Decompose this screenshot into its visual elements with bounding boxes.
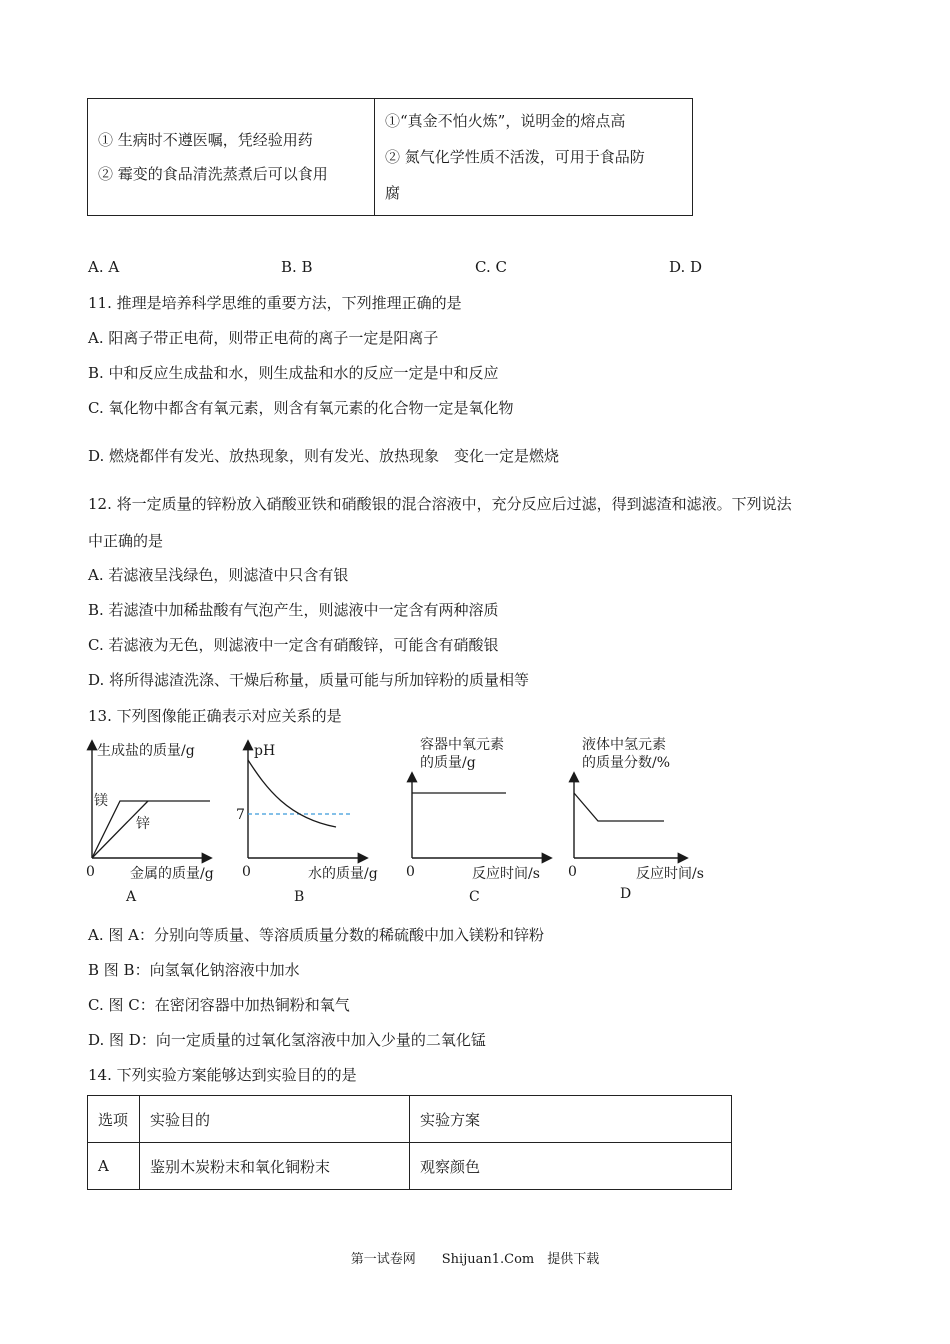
q14-table-header — [88, 1096, 732, 1143]
graph-c-origin: 0 — [406, 864, 415, 880]
graph-b-caption: B — [294, 889, 305, 905]
graph-a-caption: A — [126, 889, 137, 905]
graph-c-caption: C — [469, 889, 480, 905]
q14-table-row — [88, 1143, 732, 1190]
graph-c-ylabel-line-2: 的质量/g — [420, 755, 476, 771]
graph-d-line — [574, 793, 664, 821]
q10-option-c: C. C — [475, 258, 507, 276]
graph-d-ylabel-line-2: 的质量分数/% — [582, 755, 671, 771]
q10-option-a: A. A — [88, 258, 120, 276]
page-footer: 第一试卷网 Shijuan1.Com 提供下载 — [350, 1252, 600, 1267]
q11-stem: 11. 推理是培养科学思维的重要方法，下列推理正确的是 — [88, 294, 462, 312]
q14-row-a-option: A — [88, 1143, 140, 1190]
graph-c-ylabel-line-1: 容器中氧元素 — [420, 737, 504, 753]
graph-d — [562, 732, 722, 902]
q12-option-b: B. 若滤渣中加稀盐酸有气泡产生，则滤液中一定含有两种溶质 — [88, 601, 499, 619]
q10-option-b: B. B — [281, 258, 313, 276]
q13-option-a: A. 图 A：分别向等质量、等溶质质量分数的稀硫酸中加入镁粉和锌粉 — [88, 926, 544, 944]
graph-d-ylabel-line-1: 液体中氢元素 — [582, 737, 666, 753]
q10-left-item-1: ① 生病时不遵医嘱，凭经验用药 — [98, 131, 313, 149]
graph-a-series-zn: 锌 — [136, 816, 150, 832]
q12-option-a: A. 若滤液呈浅绿色，则滤渣中只含有银 — [88, 566, 349, 584]
graph-b-curve — [248, 760, 336, 827]
q10-left-item-2: ② 霉变的食品清洗蒸煮后可以食用 — [98, 165, 328, 183]
q10-table-cell-left — [88, 99, 375, 215]
q10-table-cell-right — [375, 99, 692, 215]
graph-b-origin: 0 — [242, 864, 251, 880]
graph-b-xlabel: 水的质量/g — [308, 866, 378, 882]
q11-option-c: C. 氧化物中都含有氧元素，则含有氧元素的化合物一定是氧化物 — [88, 399, 514, 417]
q14-header-purpose: 实验目的 — [140, 1096, 410, 1143]
q13-option-c: C. 图 C：在密闭容器中加热铜粉和氧气 — [88, 996, 350, 1014]
q12-option-d: D. 将所得滤渣洗涤、干燥后称量，质量可能与所加锌粉的质量相等 — [88, 671, 530, 689]
graph-d-origin: 0 — [568, 864, 577, 880]
graph-b-ylabel: pH — [254, 743, 276, 759]
q10-option-d: D. D — [669, 258, 703, 276]
graph-a-origin: 0 — [86, 864, 95, 880]
q11-option-a: A. 阳离子带正电荷，则带正电荷的离子一定是阳离子 — [88, 329, 439, 347]
q11-option-b: B. 中和反应生成盐和水，则生成盐和水的反应一定是中和反应 — [88, 364, 499, 382]
q10-right-item-2: ② 氮气化学性质不活泼，可用于食品防 — [385, 148, 645, 166]
graph-a — [80, 738, 240, 908]
q14-header-plan: 实验方案 — [410, 1096, 732, 1143]
q12-stem-line-1: 12. 将一定质量的锌粉放入硝酸亚铁和硝酸银的混合溶液中，充分反应后过滤，得到滤渣和滤液。下列说法 — [88, 495, 792, 513]
q12-stem-line-2: 中正确的是 — [88, 532, 164, 550]
graph-c-xlabel: 反应时间/s — [472, 866, 540, 882]
q14-row-a-purpose: 鉴别木炭粉末和氧化铜粉末 — [140, 1143, 410, 1190]
q13-option-b: B 图 B：向氢氧化钠溶液中加水 — [88, 961, 300, 979]
graph-a-ylabel: 生成盐的质量/g — [97, 743, 195, 759]
q14-header-option: 选项 — [88, 1096, 140, 1143]
graph-b — [236, 738, 396, 908]
graph-a-mg-line — [92, 801, 210, 858]
q13-option-d: D. 图 D：向一定质量的过氧化氢溶液中加入少量的二氧化锰 — [88, 1031, 486, 1049]
graph-c — [400, 732, 560, 905]
q12-option-c: C. 若滤液为无色，则滤液中一定含有硝酸锌，可能含有硝酸银 — [88, 636, 499, 654]
graph-a-xlabel: 金属的质量/g — [130, 866, 214, 882]
q14-stem: 14. 下列实验方案能够达到实验目的的是 — [88, 1066, 357, 1084]
q13-stem: 13. 下列图像能正确表示对应关系的是 — [88, 707, 342, 725]
graph-d-xlabel: 反应时间/s — [636, 866, 704, 882]
q10-right-item-1: ①“真金不怕火炼”，说明金的熔点高 — [385, 112, 626, 130]
q11-option-d: D. 燃烧都伴有发光、放热现象，则有发光、放热现象 变化一定是燃烧 — [88, 447, 560, 465]
q10-table — [87, 98, 693, 216]
graph-b-tick-7: 7 — [236, 807, 245, 823]
q14-row-a-plan: 观察颜色 — [410, 1143, 732, 1190]
graph-d-caption: D — [620, 886, 632, 902]
q10-right-item-2-cont: 腐 — [385, 184, 401, 202]
graph-a-series-mg: 镁 — [94, 793, 108, 809]
q14-table — [87, 1095, 732, 1190]
